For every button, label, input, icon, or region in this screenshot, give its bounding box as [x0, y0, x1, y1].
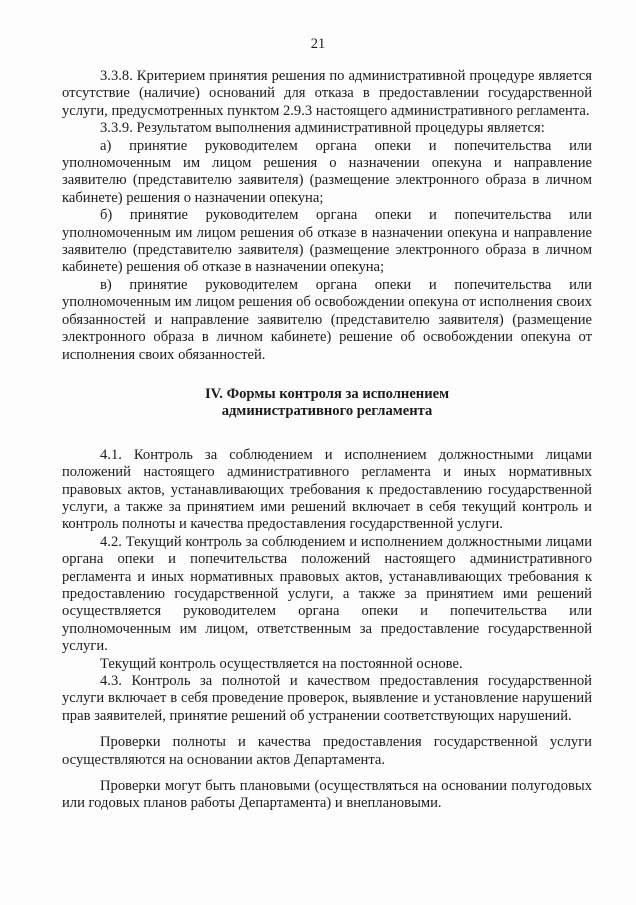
- paragraph-4-2: 4.2. Текущий контроль за соблюдением и исполнением должностными лицами органа опеки и попечительства положений настоящего административного регламента и иных нормативных правовых актов, устанавливающих требования к предоставлению государственной услуги, а также за принятием ими решений осуществляется руководителем органа опеки и попечительства или уполномоченным им лицом, ответственным за предоставление государственной услуги.: [62, 533, 592, 655]
- paragraph-inspection-types: Проверки могут быть плановыми (осуществляться на основании полугодовых или годовых планов работы Департамента) и внеплановыми.: [62, 778, 592, 812]
- list-item-a: а) принятие руководителем органа опеки и попечительства или уполномоченным им лицом решения о назначении опекуна и направление заявителю (представителю заявителя) (размещение электронного образа в личном кабинете) решения о назначении опекуна;: [62, 137, 592, 206]
- paragraph-inspections: Проверки полноты и качества предоставления государственной услуги осуществляются на основании актов Департамента.: [62, 734, 592, 768]
- list-item-v: в) принятие руководителем органа опеки и попечительства или уполномоченным им лицом решения об освобождении опекуна от исполнения своих обязанностей и направление заявителю (представителю заявителя) (размещение электронного образа в личном кабинете) решение об освобождении опекуна от исполнения своих обязанностей.: [62, 276, 592, 363]
- paragraph-4-1: 4.1. Контроль за соблюдением и исполнением должностными лицами положений настоящего административного регламента и иных нормативных правовых актов, устанавливающих требования к предоставлению государственной услуги, а также за принятием ими решений включает в себя текущий контроль и контроль полноты и качества предоставления государственной услуги.: [62, 446, 592, 533]
- document-body: [62, 68, 592, 813]
- paragraph-3-3-8: 3.3.8. Критерием принятия решения по административной процедуре является отсутствие (наличие) оснований для отказа в предоставлении государственной услуги, предусмотренных пунктом 2.9.3 настоящего административного регламента.: [62, 68, 592, 119]
- section-heading: [62, 386, 592, 421]
- paragraph-3-3-9: 3.3.9. Результатом выполнения административной процедуры является:: [100, 120, 545, 137]
- section-heading-line-1: IV. Формы контроля за исполнением: [204, 385, 450, 402]
- list-item-b: б) принятие руководителем органа опеки и попечительства или уполномоченным им лицом решения об отказе в назначении опекуна и направление заявителю (представителю заявителя) (размещение электронного образа в личном кабинете) решения об отказе в назначении опекуна;: [62, 207, 592, 276]
- section-heading-line-2: административного регламента: [221, 403, 433, 420]
- page-number: 21: [310, 36, 326, 52]
- paragraph-4-3: 4.3. Контроль за полнотой и качеством предоставления государственной услуги включает в себя проведение проверок, выявление и установление нарушений прав заявителей, принятие решений об устранении соответствующих нарушений.: [62, 673, 592, 724]
- paragraph-current-control: Текущий контроль осуществляется на постоянной основе.: [100, 655, 463, 672]
